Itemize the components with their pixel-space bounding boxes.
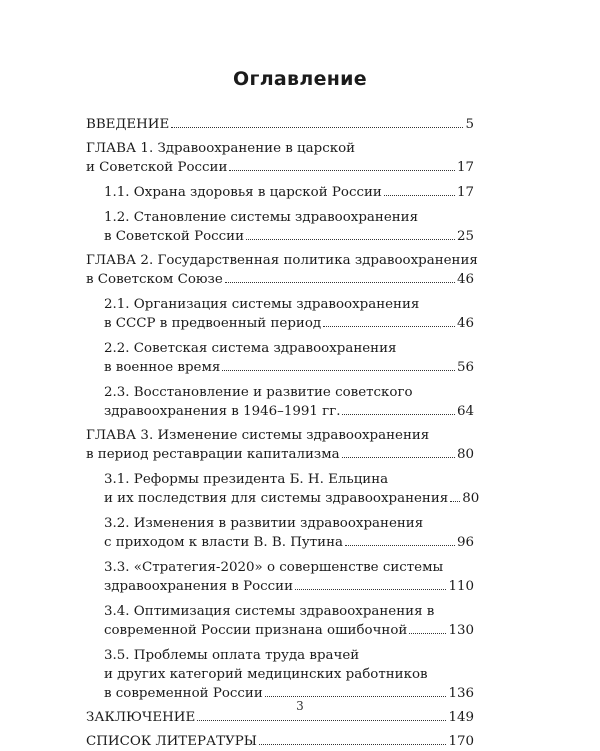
page-title: Оглавление bbox=[233, 68, 367, 90]
toc-entry-text: здравоохранения в 1946–1991 гг. bbox=[104, 404, 341, 419]
toc-entry-text: в СССР в предвоенный период bbox=[104, 316, 322, 331]
toc-entry-text: в Советском Союзе bbox=[86, 272, 223, 287]
toc-page-number: 17 bbox=[456, 185, 474, 200]
toc-entry[interactable] bbox=[86, 558, 474, 596]
toc-page-number: 17 bbox=[456, 160, 474, 175]
toc-page-number: 136 bbox=[448, 686, 474, 701]
toc-entry[interactable] bbox=[86, 295, 474, 333]
table-of-contents bbox=[86, 115, 480, 751]
toc-entry-text: и их последствия для системы здравоохранения bbox=[104, 491, 449, 506]
toc-entry-text: здравоохранения в России bbox=[104, 579, 293, 594]
toc-entry[interactable] bbox=[86, 602, 474, 640]
toc-entry-last-line bbox=[86, 115, 474, 134]
toc-entry[interactable] bbox=[86, 251, 478, 289]
toc-entry-last-line bbox=[104, 314, 474, 333]
toc-entry[interactable] bbox=[86, 732, 474, 751]
toc-entry-text: ЗАКЛЮЧЕНИЕ bbox=[86, 710, 196, 725]
toc-entry-text: 3.4. Оптимизация системы здравоохранения в bbox=[104, 604, 435, 619]
toc-page-number: 149 bbox=[448, 710, 474, 725]
toc-entry[interactable] bbox=[86, 115, 474, 134]
toc-entry-text: СПИСОК ЛИТЕРАТУРЫ bbox=[86, 734, 257, 749]
dot-leader bbox=[246, 239, 455, 240]
toc-entry-last-line bbox=[104, 489, 480, 508]
toc-entry-last-line bbox=[104, 358, 474, 377]
toc-entry-text: 3.3. «Стратегия-2020» о совершенстве системы bbox=[104, 560, 444, 575]
toc-entry-text: в современной России bbox=[104, 686, 263, 701]
toc-entry[interactable] bbox=[86, 514, 474, 552]
toc-entry-last-line bbox=[86, 445, 474, 464]
dot-leader bbox=[342, 414, 454, 415]
toc-entry-last-line bbox=[104, 577, 474, 596]
toc-entry-last-line bbox=[86, 158, 474, 177]
toc-page-number: 56 bbox=[456, 360, 474, 375]
toc-entry-text: 1.2. Становление системы здравоохранения bbox=[104, 210, 419, 225]
toc-page-number: 46 bbox=[456, 272, 474, 287]
toc-entry-text: ГЛАВА 2. Государственная политика здравоохранения bbox=[86, 253, 478, 268]
toc-page-number: 170 bbox=[448, 734, 474, 749]
toc-page-number: 130 bbox=[448, 623, 474, 638]
toc-entry[interactable] bbox=[86, 646, 474, 703]
toc-entry-text: 2.3. Восстановление и развитие советского bbox=[104, 385, 413, 400]
dot-leader bbox=[384, 195, 455, 196]
dot-leader bbox=[229, 170, 455, 171]
toc-entry[interactable] bbox=[86, 383, 474, 421]
toc-entry-text: современной России признана ошибочной bbox=[104, 623, 408, 638]
toc-entry-text: ВВЕДЕНИЕ bbox=[86, 117, 170, 132]
toc-entry-last-line bbox=[104, 533, 474, 552]
toc-entry[interactable] bbox=[86, 139, 474, 177]
toc-entry-last-line bbox=[104, 183, 474, 202]
toc-page-number: 25 bbox=[456, 229, 474, 244]
dot-leader bbox=[450, 501, 460, 502]
toc-entry[interactable] bbox=[86, 339, 474, 377]
dot-leader bbox=[295, 589, 446, 590]
toc-entry-last-line bbox=[86, 270, 474, 289]
toc-entry-text: в Советской России bbox=[104, 229, 245, 244]
dot-leader bbox=[345, 545, 455, 546]
dot-leader bbox=[342, 457, 455, 458]
toc-page-number: 80 bbox=[456, 447, 474, 462]
dot-leader bbox=[259, 744, 446, 745]
toc-entry-text: 2.1. Организация системы здравоохранения bbox=[104, 297, 420, 312]
dot-leader bbox=[222, 370, 455, 371]
toc-page-number: 96 bbox=[456, 535, 474, 550]
toc-entry-text: в военное время bbox=[104, 360, 221, 375]
page-number: 3 bbox=[296, 699, 304, 713]
toc-entry-text: и Советской России bbox=[86, 160, 228, 175]
toc-entry-text: и других категорий медицинских работников bbox=[104, 667, 428, 682]
toc-entry-text: 3.5. Проблемы оплата труда врачей bbox=[104, 648, 360, 663]
toc-entry-text: с приходом к власти В. В. Путина bbox=[104, 535, 344, 550]
dot-leader bbox=[225, 282, 455, 283]
toc-entry[interactable] bbox=[86, 470, 480, 508]
toc-entry-text: ГЛАВА 1. Здравоохранение в царской bbox=[86, 141, 356, 156]
toc-entry[interactable] bbox=[86, 426, 474, 464]
toc-entry[interactable] bbox=[86, 208, 474, 246]
toc-page-number: 64 bbox=[456, 404, 474, 419]
toc-entry-text: 3.1. Реформы президента Б. Н. Ельцина bbox=[104, 472, 389, 487]
toc-page-number: 110 bbox=[448, 579, 474, 594]
dot-leader bbox=[409, 633, 446, 634]
dot-leader bbox=[197, 720, 446, 721]
toc-entry-last-line bbox=[104, 227, 474, 246]
toc-entry-text: 3.2. Изменения в развитии здравоохранения bbox=[104, 516, 424, 531]
dot-leader bbox=[323, 326, 455, 327]
toc-entry-last-line bbox=[104, 402, 474, 421]
toc-entry-text: ГЛАВА 3. Изменение системы здравоохранения bbox=[86, 428, 430, 443]
toc-entry-last-line bbox=[104, 621, 474, 640]
toc-page-number: 5 bbox=[465, 117, 474, 132]
toc-page-number: 46 bbox=[456, 316, 474, 331]
toc-page-number: 80 bbox=[462, 491, 480, 506]
toc-entry-last-line bbox=[86, 732, 474, 751]
dot-leader bbox=[171, 127, 463, 128]
toc-entry-text: 1.1. Охрана здоровья в царской России bbox=[104, 185, 382, 200]
toc-entry-text: 2.2. Советская система здравоохранения bbox=[104, 341, 397, 356]
toc-entry-text: в период реставрации капитализма bbox=[86, 447, 340, 462]
dot-leader bbox=[265, 696, 447, 697]
toc-entry[interactable] bbox=[86, 183, 474, 202]
